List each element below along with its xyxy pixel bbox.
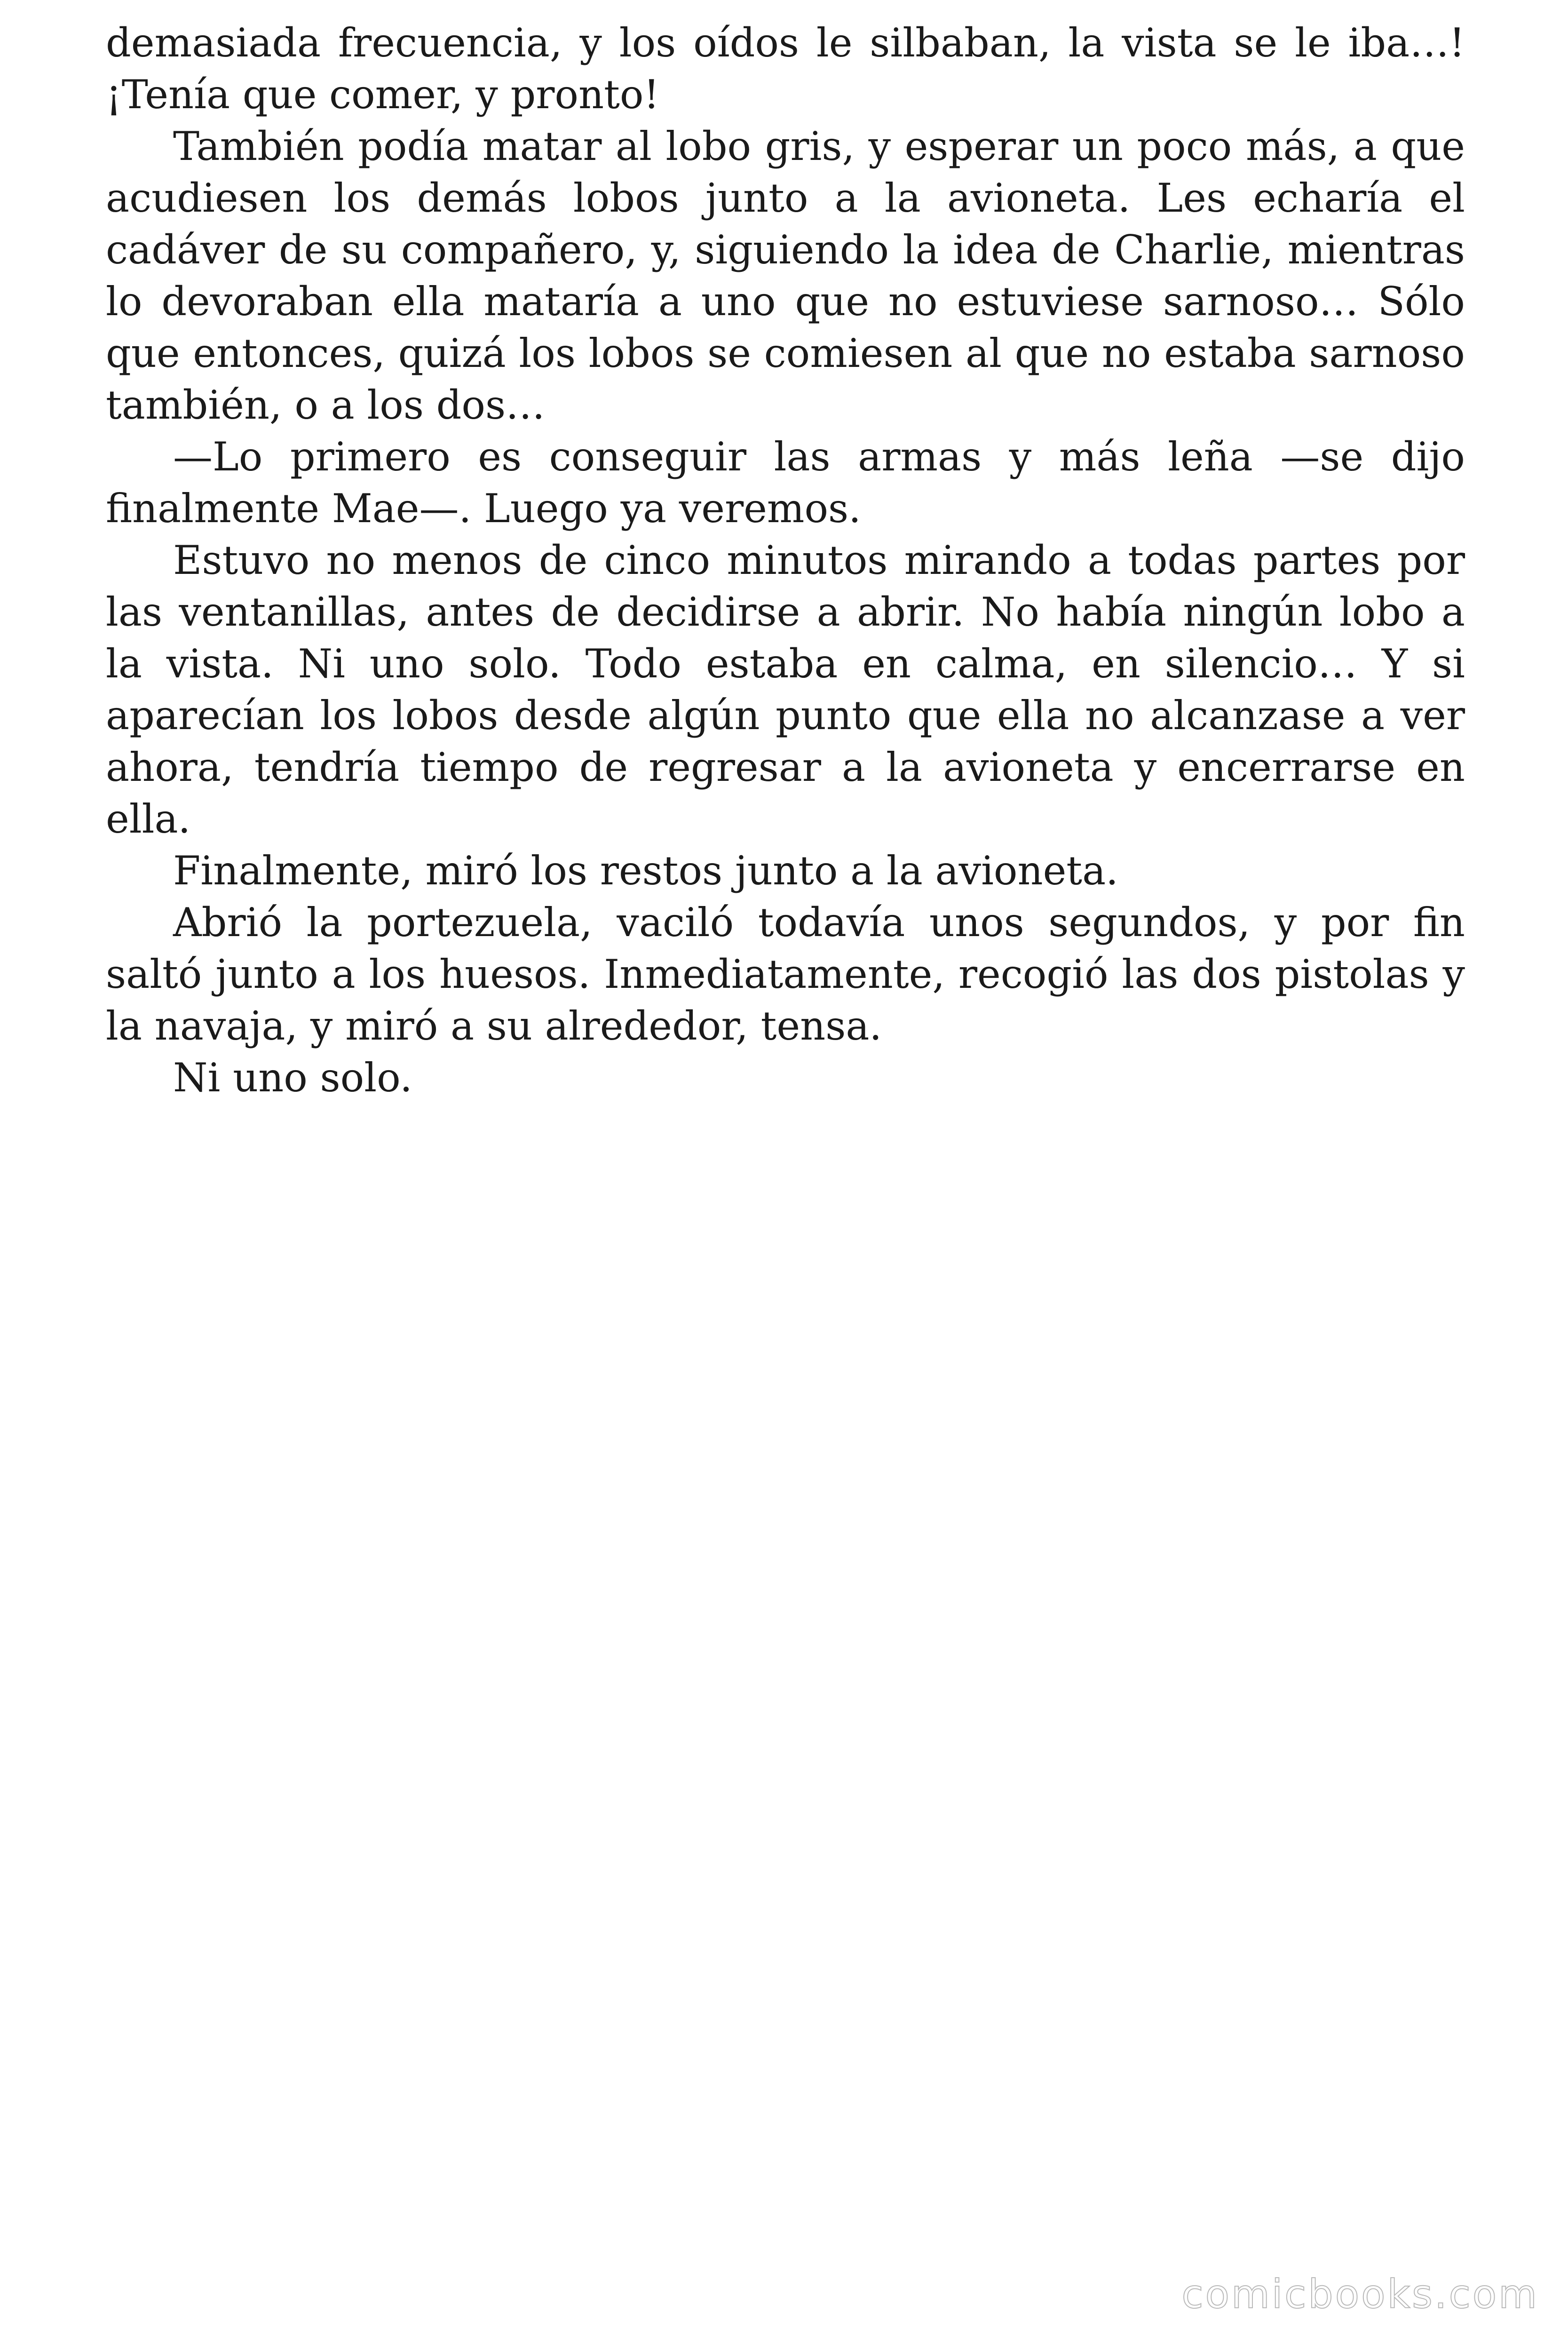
- paragraph: Estuvo no menos de cinco minutos mirando a todas partes por las ventanillas, antes de decidirse a abrir. No había ningún lobo a la vista. Ni uno solo. Todo estaba en calma, en silencio… Y si aparecían los lobos desde algún punto que ella no alcanzase a ver ahora, tendría tiempo de regresar a la avioneta y encerrarse en ella.: [106, 537, 1465, 842]
- paragraph: Abrió la portezuela, vaciló todavía unos segundos, y por fin saltó junto a los huesos. Inmediatamente, recogió las dos pistolas y la navaja, y miró a su alrededor, tensa.: [106, 899, 1465, 1049]
- paragraph: También podía matar al lobo gris, y esperar un poco más, a que acudiesen los demás lobos junto a la avioneta. Les echaría el cadáver de su compañero, y, siguiendo la idea de Charlie, mientras lo devoraban ella mataría a uno que no estuviese sarnoso… Sólo que entonces, quizá los lobos se comiesen al que no estaba sarnoso también, o a los dos…: [106, 123, 1465, 428]
- paragraph: —Lo primero es conseguir las armas y más leña —se dijo finalmente Mae—. Luego ya veremos.: [106, 434, 1465, 532]
- paragraph: Ni uno solo.: [173, 1055, 412, 1101]
- watermark: comicbooks.com: [1181, 2271, 1539, 2317]
- paragraph: Finalmente, miró los restos junto a la avioneta.: [173, 848, 1118, 894]
- paragraph: demasiada frecuencia, y los oídos le silbaban, la vista se le iba…! ¡Tenía que comer, y pronto!: [106, 20, 1465, 118]
- page-body: [106, 17, 1465, 1104]
